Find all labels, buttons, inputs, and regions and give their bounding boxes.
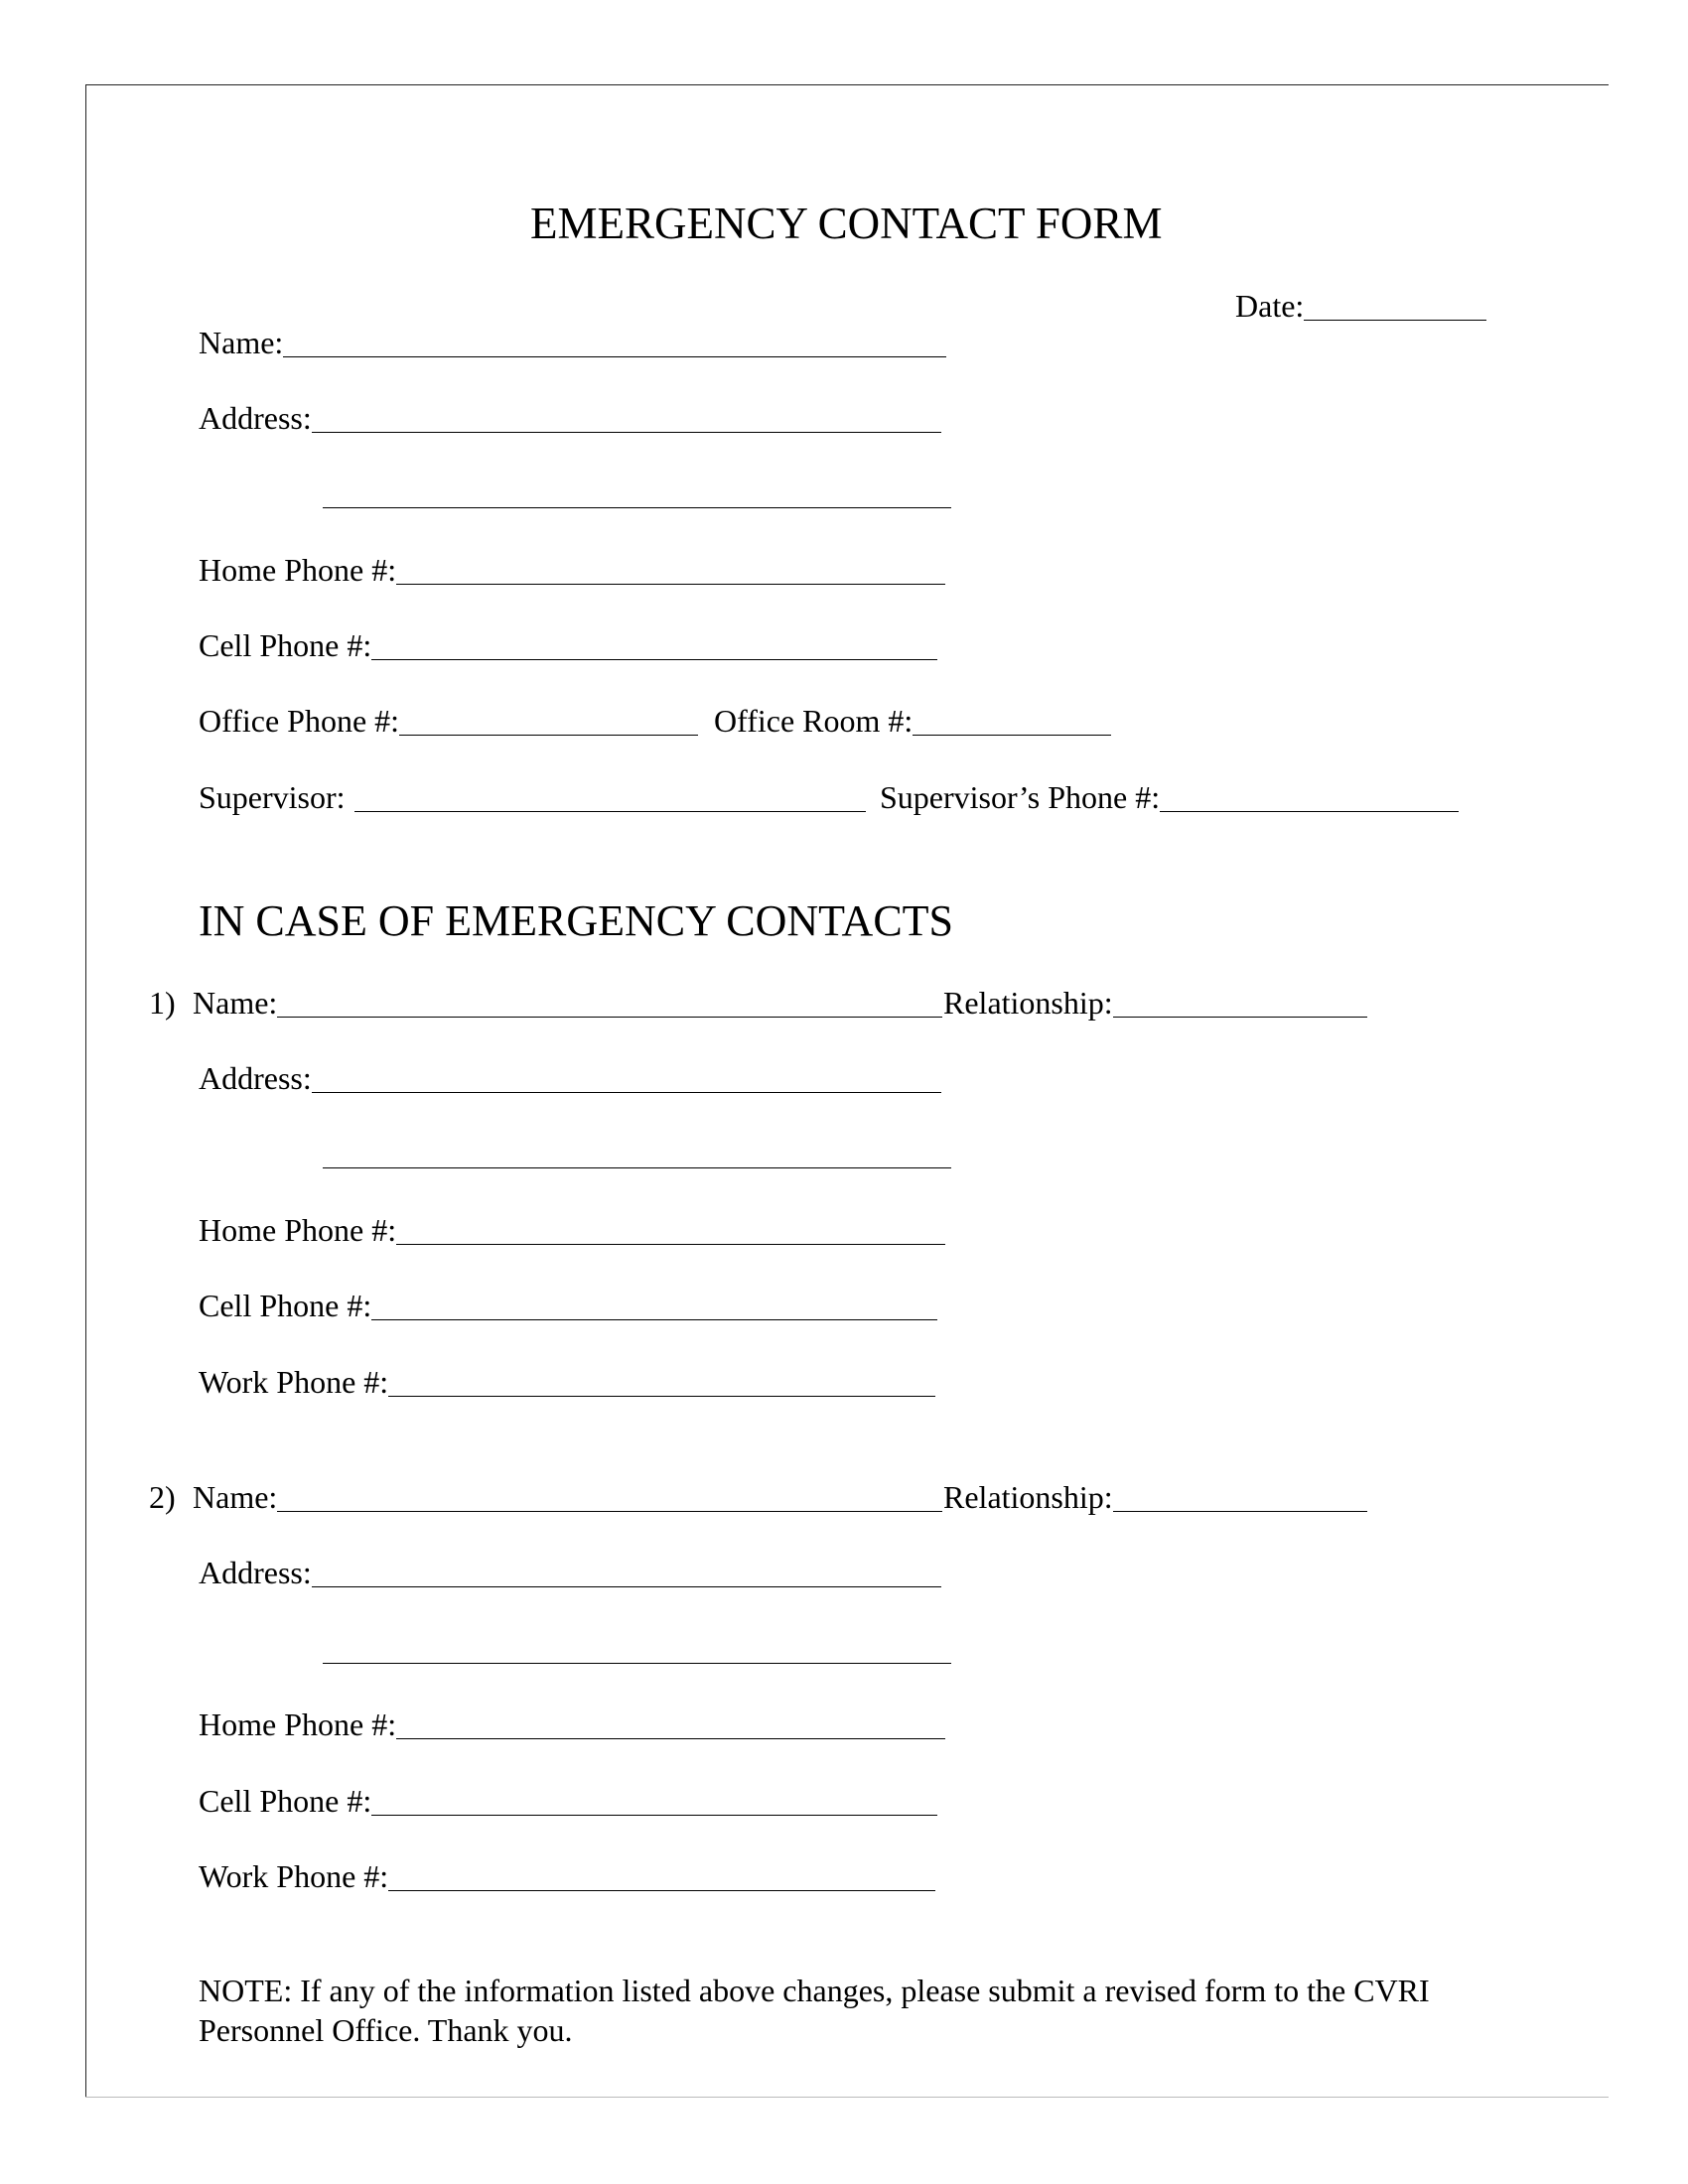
contact-1-cell-phone-label: Cell Phone #:	[199, 1288, 372, 1323]
employee-office-phone-blank[interactable]	[399, 735, 698, 736]
contact-2-cell-phone-label: Cell Phone #:	[199, 1783, 372, 1819]
contact-1-work-phone-blank[interactable]	[388, 1396, 935, 1397]
employee-address-label: Address:	[199, 400, 312, 436]
page-border-left	[85, 84, 86, 2097]
contact-2-relationship-field[interactable]	[943, 1477, 1367, 1517]
employee-address-line2-blank[interactable]	[323, 507, 951, 508]
contact-2-relationship-blank[interactable]	[1113, 1511, 1367, 1512]
contact-2-name-blank[interactable]	[277, 1511, 942, 1512]
contact-2-number: 2)	[149, 1479, 176, 1515]
employee-cell-phone-blank[interactable]	[371, 659, 937, 660]
employee-cell-phone-label: Cell Phone #:	[199, 627, 372, 663]
contact-1-home-phone-blank[interactable]	[396, 1244, 945, 1245]
contact-2-cell-phone-blank[interactable]	[371, 1815, 937, 1816]
employee-office-room-field[interactable]	[714, 701, 1111, 741]
contact-1-address-line2-blank[interactable]	[323, 1167, 951, 1168]
supervisor-phone-field[interactable]	[880, 777, 1459, 817]
contact-2-home-phone-field[interactable]	[199, 1705, 945, 1744]
emergency-contacts-heading: IN CASE OF EMERGENCY CONTACTS	[199, 896, 954, 945]
employee-address-blank[interactable]	[312, 432, 941, 433]
supervisor-phone-blank[interactable]	[1160, 811, 1459, 812]
contact-2-cell-phone-field[interactable]	[199, 1781, 937, 1821]
contact-1-address-line2-field[interactable]	[323, 1134, 951, 1173]
contact-2-address-line2-field[interactable]	[323, 1629, 951, 1669]
contact-2-address-line2-blank[interactable]	[323, 1663, 951, 1664]
contact-1-cell-phone-field[interactable]	[199, 1286, 937, 1325]
supervisor-phone-label: Supervisor’s Phone #:	[880, 779, 1161, 815]
contact-1-address-label: Address:	[199, 1060, 312, 1096]
contact-2-home-phone-blank[interactable]	[396, 1738, 945, 1739]
page-border-bottom	[85, 2097, 1609, 2098]
contact-1-number: 1)	[149, 985, 176, 1021]
contact-1-home-phone-field[interactable]	[199, 1210, 945, 1250]
contact-2-home-phone-label: Home Phone #:	[199, 1706, 397, 1742]
date-label: Date:	[1235, 288, 1305, 324]
contact-1-address-field[interactable]	[199, 1058, 941, 1098]
page-border-top	[85, 84, 1609, 85]
supervisor-field[interactable]	[199, 777, 866, 817]
employee-name-label: Name:	[199, 325, 284, 360]
employee-address-field[interactable]	[199, 398, 941, 438]
employee-home-phone-field[interactable]	[199, 550, 945, 590]
supervisor-blank[interactable]	[354, 811, 866, 812]
employee-cell-phone-field[interactable]	[199, 625, 937, 665]
employee-office-room-blank[interactable]	[913, 735, 1111, 736]
form-title: EMERGENCY CONTACT FORM	[530, 199, 1163, 248]
employee-office-room-label: Office Room #:	[714, 703, 914, 739]
contact-2-relationship-label: Relationship:	[943, 1479, 1113, 1515]
date-field[interactable]	[1235, 286, 1486, 326]
supervisor-label: Supervisor:	[199, 779, 346, 815]
contact-2-name-field[interactable]	[193, 1477, 942, 1517]
contact-2-work-phone-blank[interactable]	[388, 1890, 935, 1891]
employee-address-line2-field[interactable]	[323, 474, 951, 513]
employee-office-phone-field[interactable]	[199, 701, 698, 741]
contact-1-relationship-label: Relationship:	[943, 985, 1113, 1021]
contact-2-name-label: Name:	[193, 1479, 278, 1515]
contact-1-name-label: Name:	[193, 985, 278, 1021]
contact-1-name-field[interactable]	[193, 983, 942, 1023]
contact-1-home-phone-label: Home Phone #:	[199, 1212, 397, 1248]
employee-home-phone-label: Home Phone #:	[199, 552, 397, 588]
contact-1-relationship-blank[interactable]	[1113, 1017, 1367, 1018]
contact-2-address-blank[interactable]	[312, 1586, 941, 1587]
employee-office-phone-label: Office Phone #:	[199, 703, 400, 739]
contact-1-name-blank[interactable]	[277, 1017, 942, 1018]
contact-1-work-phone-label: Work Phone #:	[199, 1364, 389, 1400]
contact-2-address-field[interactable]	[199, 1553, 941, 1592]
date-blank[interactable]	[1304, 320, 1486, 321]
contact-1-cell-phone-blank[interactable]	[371, 1319, 937, 1320]
employee-home-phone-blank[interactable]	[396, 584, 945, 585]
contact-2-address-label: Address:	[199, 1555, 312, 1590]
contact-1-relationship-field[interactable]	[943, 983, 1367, 1023]
employee-name-blank[interactable]	[283, 356, 946, 357]
employee-name-field[interactable]	[199, 323, 946, 362]
contact-1-work-phone-field[interactable]	[199, 1362, 935, 1402]
contact-1-address-blank[interactable]	[312, 1092, 941, 1093]
footer-note: NOTE: If any of the information listed above changes, please submit a revised form to the CVRI Personnel Office. Thank you.	[199, 1973, 1430, 2048]
contact-2-work-phone-label: Work Phone #:	[199, 1858, 389, 1894]
contact-2-work-phone-field[interactable]	[199, 1856, 935, 1896]
